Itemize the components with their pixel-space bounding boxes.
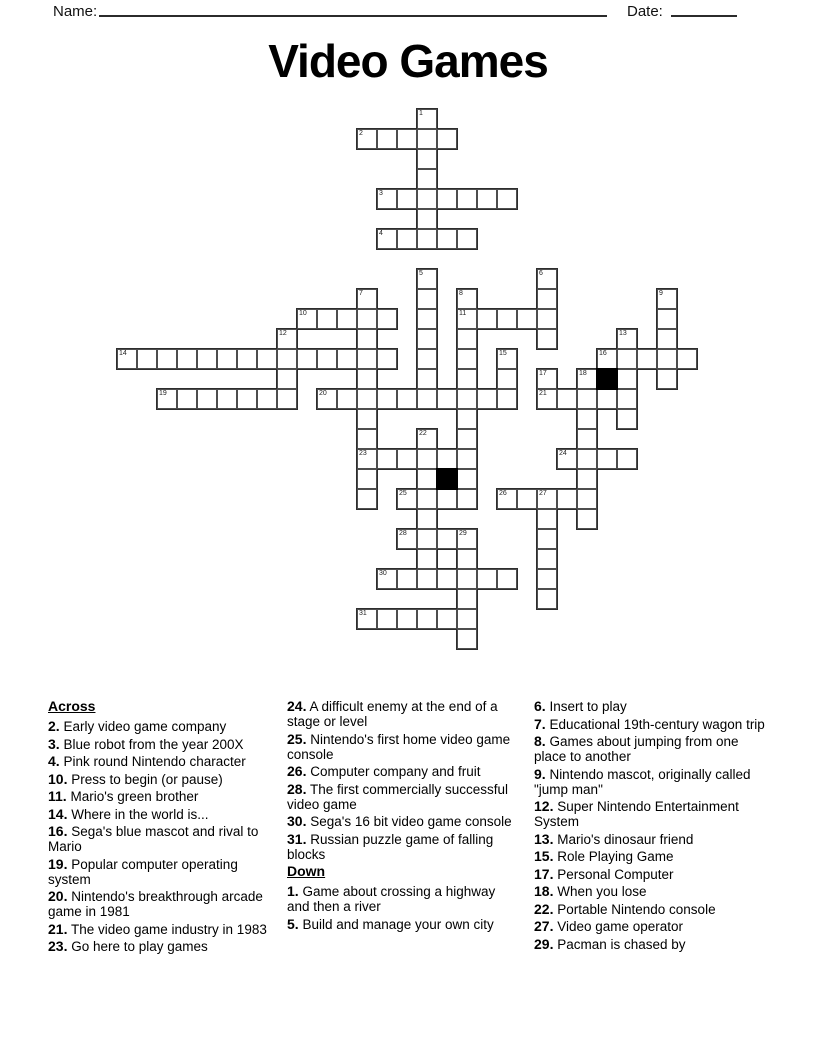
- clue-item-22: 22. Portable Nintendo console: [534, 900, 716, 917]
- grid-cell[interactable]: [437, 129, 457, 149]
- grid-cell[interactable]: [277, 349, 297, 369]
- grid-cell[interactable]: [177, 389, 197, 409]
- grid-cell[interactable]: [397, 229, 417, 249]
- clue-number: 25.: [287, 730, 307, 747]
- grid-cell[interactable]: [577, 469, 597, 489]
- cell-number: 16: [599, 350, 607, 357]
- date-label: Date:: [627, 3, 663, 20]
- grid-cell[interactable]: [257, 389, 277, 409]
- clue-number: 4.: [48, 753, 60, 769]
- grid-cell[interactable]: [357, 429, 377, 449]
- grid-cell[interactable]: [357, 289, 377, 309]
- grid-cell[interactable]: [357, 309, 377, 329]
- clue-number: 18.: [534, 883, 554, 899]
- grid-cell[interactable]: [537, 589, 557, 609]
- grid-cell[interactable]: [517, 309, 537, 329]
- clue-item-14: 14. Where in the world is...: [48, 805, 209, 822]
- cell-number: 10: [299, 310, 307, 317]
- grid-cell[interactable]: [417, 469, 437, 489]
- clue-number: 31.: [287, 830, 307, 847]
- grid-cell[interactable]: [357, 449, 377, 469]
- grid-cell[interactable]: [437, 389, 457, 409]
- clue-number: 5.: [287, 915, 299, 932]
- grid-cell[interactable]: [437, 609, 457, 629]
- clue-item-11: 11. Mario's green brother: [48, 788, 199, 804]
- grid-cell[interactable]: [417, 389, 437, 409]
- grid-cell[interactable]: [357, 349, 377, 369]
- grid-cell[interactable]: [617, 369, 637, 389]
- grid-cell[interactable]: [357, 409, 377, 429]
- grid-cell[interactable]: [617, 449, 637, 469]
- clue-number: 22.: [534, 900, 554, 917]
- puzzle-title: Video Games: [268, 35, 548, 87]
- clue-number: 27.: [534, 918, 554, 934]
- cell-number: 27: [539, 490, 547, 497]
- grid-cell[interactable]: [397, 489, 417, 509]
- grid-cell[interactable]: [497, 189, 517, 209]
- grid-cell[interactable]: [417, 349, 437, 369]
- grid-cell[interactable]: [577, 429, 597, 449]
- grid-cell[interactable]: [277, 329, 297, 349]
- grid-cell[interactable]: [537, 329, 557, 349]
- clue-item-12: 12. Super Nintendo Entertainment System: [534, 798, 739, 829]
- grid-cell[interactable]: [617, 329, 637, 349]
- grid-cell[interactable]: [357, 489, 377, 509]
- black-cell: [596, 368, 618, 390]
- grid-cell[interactable]: [397, 609, 417, 629]
- clue-item-30: 30. Sega's 16 bit video game console: [287, 813, 512, 829]
- grid-cell[interactable]: [257, 349, 277, 369]
- clue-number: 16.: [48, 823, 68, 839]
- cell-number: 15: [499, 350, 507, 357]
- grid-cell[interactable]: [437, 189, 457, 209]
- grid-cell[interactable]: [657, 329, 677, 349]
- clue-item-6: 6. Insert to play: [534, 698, 627, 714]
- clue-item-17: 17. Personal Computer: [534, 865, 674, 882]
- grid-cell[interactable]: [157, 389, 177, 409]
- clue-item-10: 10. Press to begin (or pause): [48, 770, 223, 787]
- clue-item-13: 13. Mario's dinosaur friend: [534, 830, 694, 847]
- grid-cell[interactable]: [457, 489, 477, 509]
- clue-item-21: 21. The video game industry in 1983: [48, 920, 267, 937]
- grid-cell[interactable]: [417, 529, 437, 549]
- grid-cell[interactable]: [417, 269, 437, 289]
- grid-cell[interactable]: [417, 569, 437, 589]
- grid-cell[interactable]: [377, 569, 397, 589]
- clue-item-9: 9. Nintendo mascot, originally called "jump man": [534, 765, 751, 797]
- grid-cell[interactable]: [457, 329, 477, 349]
- cell-number: 2: [359, 130, 363, 137]
- grid-cell[interactable]: [417, 109, 437, 129]
- grid-cell[interactable]: [537, 489, 557, 509]
- grid-cell[interactable]: [397, 569, 417, 589]
- cell-number: 25: [399, 490, 407, 497]
- grid-cell[interactable]: [217, 349, 237, 369]
- grid-cell[interactable]: [457, 569, 477, 589]
- grid-cell[interactable]: [157, 349, 177, 369]
- cell-number: 26: [499, 490, 507, 497]
- grid-cell[interactable]: [197, 389, 217, 409]
- grid-cell[interactable]: [357, 369, 377, 389]
- clue-number: 26.: [287, 763, 307, 779]
- clue-number: 8.: [534, 733, 546, 749]
- clue-number: 24.: [287, 698, 307, 714]
- clue-item-4: 4. Pink round Nintendo character: [48, 753, 246, 769]
- grid-cell[interactable]: [457, 469, 477, 489]
- grid-cell[interactable]: [357, 129, 377, 149]
- grid-cell[interactable]: [317, 309, 337, 329]
- grid-cell[interactable]: [657, 369, 677, 389]
- cell-number: 1: [419, 110, 423, 117]
- cell-number: 31: [359, 610, 367, 617]
- grid-cell[interactable]: [437, 529, 457, 549]
- clue-column-across: [48, 699, 276, 957]
- grid-cell[interactable]: [457, 529, 477, 549]
- grid-cell[interactable]: [417, 369, 437, 389]
- grid-cell[interactable]: [577, 509, 597, 529]
- clue-number: 10.: [48, 770, 68, 787]
- clue-item-16: 16. Sega's blue mascot and rival to Mario: [48, 823, 259, 854]
- grid-cell[interactable]: [377, 189, 397, 209]
- grid-cell[interactable]: [577, 409, 597, 429]
- grid-cell[interactable]: [597, 449, 617, 469]
- grid-cell[interactable]: [237, 349, 257, 369]
- cell-number: 19: [159, 390, 167, 397]
- grid-cell[interactable]: [597, 389, 617, 409]
- grid-cell[interactable]: [457, 389, 477, 409]
- clue-item-29: 29. Pacman is chased by: [534, 935, 686, 952]
- cell-number: 12: [279, 330, 287, 337]
- grid-cell[interactable]: [197, 349, 217, 369]
- grid-cell[interactable]: [297, 309, 317, 329]
- grid-cell[interactable]: [137, 349, 157, 369]
- grid-cell[interactable]: [417, 309, 437, 329]
- grid-cell[interactable]: [537, 389, 557, 409]
- clue-section-heading: Down: [287, 863, 326, 879]
- clue-item-18: 18. When you lose: [534, 883, 647, 899]
- grid-cell[interactable]: [377, 609, 397, 629]
- grid-cell[interactable]: [377, 449, 397, 469]
- grid-cell[interactable]: [617, 389, 637, 409]
- clue-number: 7.: [534, 715, 546, 732]
- grid-cell[interactable]: [457, 549, 477, 569]
- grid-cell[interactable]: [397, 189, 417, 209]
- clue-number: 9.: [534, 765, 546, 782]
- grid-cell[interactable]: [417, 289, 437, 309]
- grid-cell[interactable]: [557, 389, 577, 409]
- grid-cell[interactable]: [397, 389, 417, 409]
- grid-cell[interactable]: [337, 309, 357, 329]
- clue-number: 21.: [48, 920, 68, 937]
- grid-cell[interactable]: [597, 349, 617, 369]
- clue-item-25: 25. Nintendo's first home video game console: [287, 730, 511, 762]
- grid-cell[interactable]: [357, 609, 377, 629]
- cell-number: 11: [459, 310, 467, 317]
- grid-cell[interactable]: [277, 389, 297, 409]
- grid-cell[interactable]: [437, 449, 457, 469]
- grid-cell[interactable]: [557, 449, 577, 469]
- clue-number: 1.: [287, 883, 299, 899]
- grid-cell[interactable]: [417, 489, 437, 509]
- grid-cell[interactable]: [377, 129, 397, 149]
- clue-number: 2.: [48, 718, 60, 734]
- grid-cell[interactable]: [417, 149, 437, 169]
- clue-item-23: 23. Go here to play games: [48, 938, 208, 954]
- grid-cell[interactable]: [517, 489, 537, 509]
- grid-cell[interactable]: [417, 549, 437, 569]
- clue-number: 6.: [534, 698, 546, 714]
- grid-cell[interactable]: [357, 329, 377, 349]
- clue-item-2: 2. Early video game company: [48, 718, 227, 734]
- cell-number: 30: [379, 570, 387, 577]
- grid-cell[interactable]: [497, 389, 517, 409]
- grid-cell[interactable]: [537, 529, 557, 549]
- clue-item-31: 31. Russian puzzle game of falling blocks: [287, 830, 494, 862]
- grid-cell[interactable]: [477, 569, 497, 589]
- grid-cell[interactable]: [397, 449, 417, 469]
- clue-number: 17.: [534, 865, 554, 882]
- cell-number: 4: [379, 230, 383, 237]
- cell-number: 3: [379, 190, 383, 197]
- date-fill-line[interactable]: [671, 15, 737, 17]
- cell-number: 13: [619, 330, 627, 337]
- grid-cell[interactable]: [537, 369, 557, 389]
- crossword-grid: [117, 109, 699, 651]
- grid-cell[interactable]: [457, 289, 477, 309]
- grid-cell[interactable]: [537, 309, 557, 329]
- grid-cell[interactable]: [537, 269, 557, 289]
- grid-cell[interactable]: [497, 489, 517, 509]
- clue-number: 14.: [48, 805, 68, 822]
- cell-number: 21: [539, 390, 547, 397]
- clue-number: 3.: [48, 735, 60, 752]
- cell-number: 6: [539, 270, 543, 277]
- grid-cell[interactable]: [617, 409, 637, 429]
- grid-cell[interactable]: [537, 509, 557, 529]
- clue-number: 28.: [287, 780, 307, 797]
- grid-cell[interactable]: [457, 609, 477, 629]
- grid-cell[interactable]: [557, 489, 577, 509]
- grid-cell[interactable]: [457, 349, 477, 369]
- grid-cell[interactable]: [577, 449, 597, 469]
- grid-cell[interactable]: [437, 229, 457, 249]
- cell-number: 7: [359, 290, 363, 297]
- grid-cell[interactable]: [457, 309, 477, 329]
- grid-cell[interactable]: [457, 189, 477, 209]
- clue-item-19: 19. Popular computer operating system: [48, 855, 238, 887]
- cell-number: 29: [459, 530, 467, 537]
- grid-cell[interactable]: [417, 129, 437, 149]
- grid-cell[interactable]: [577, 389, 597, 409]
- name-fill-line[interactable]: [99, 15, 607, 17]
- grid-cell[interactable]: [657, 349, 677, 369]
- cell-number: 22: [419, 430, 427, 437]
- clue-item-5: 5. Build and manage your own city: [287, 915, 494, 932]
- grid-cell[interactable]: [437, 489, 457, 509]
- grid-cell[interactable]: [237, 389, 257, 409]
- grid-cell[interactable]: [457, 229, 477, 249]
- cell-number: 23: [359, 450, 367, 457]
- clue-item-3: 3. Blue robot from the year 200X: [48, 735, 244, 752]
- grid-cell[interactable]: [417, 429, 437, 449]
- clue-number: 23.: [48, 938, 68, 954]
- grid-cell[interactable]: [417, 209, 437, 229]
- grid-cell[interactable]: [377, 349, 397, 369]
- grid-cell[interactable]: [377, 309, 397, 329]
- grid-cell[interactable]: [437, 569, 457, 589]
- clue-number: 12.: [534, 798, 554, 814]
- clue-column-middle: [287, 699, 517, 934]
- clue-section-heading: Across: [48, 698, 96, 714]
- grid-cell[interactable]: [457, 369, 477, 389]
- grid-cell[interactable]: [537, 549, 557, 569]
- grid-cell[interactable]: [497, 309, 517, 329]
- grid-cell[interactable]: [577, 369, 597, 389]
- grid-cell[interactable]: [657, 289, 677, 309]
- grid-cell[interactable]: [537, 289, 557, 309]
- grid-cell[interactable]: [117, 349, 137, 369]
- clue-number: 13.: [534, 830, 554, 847]
- grid-cell[interactable]: [317, 389, 337, 409]
- cell-number: 8: [459, 290, 463, 297]
- cell-number: 20: [319, 390, 327, 397]
- cell-number: 17: [539, 370, 547, 377]
- cell-number: 9: [659, 290, 663, 297]
- grid-cell[interactable]: [417, 189, 437, 209]
- grid-cell[interactable]: [457, 409, 477, 429]
- clue-item-15: 15. Role Playing Game: [534, 848, 674, 864]
- grid-cell[interactable]: [577, 489, 597, 509]
- black-cell: [436, 468, 458, 490]
- grid-cell[interactable]: [477, 309, 497, 329]
- grid-cell[interactable]: [217, 389, 237, 409]
- grid-cell[interactable]: [397, 129, 417, 149]
- grid-cell[interactable]: [277, 369, 297, 389]
- clue-item-7: 7. Educational 19th-century wagon trip: [534, 715, 765, 732]
- cell-number: 28: [399, 530, 407, 537]
- grid-cell[interactable]: [457, 629, 477, 649]
- clue-item-27: 27. Video game operator: [534, 918, 684, 934]
- grid-cell[interactable]: [657, 309, 677, 329]
- grid-cell[interactable]: [297, 349, 317, 369]
- grid-cell[interactable]: [397, 529, 417, 549]
- grid-cell[interactable]: [477, 389, 497, 409]
- grid-cell[interactable]: [357, 469, 377, 489]
- grid-cell[interactable]: [457, 589, 477, 609]
- cell-number: 5: [419, 270, 423, 277]
- grid-cell[interactable]: [637, 349, 657, 369]
- grid-cell[interactable]: [357, 389, 377, 409]
- grid-cell[interactable]: [417, 509, 437, 529]
- clue-number: 20.: [48, 888, 68, 904]
- grid-cell[interactable]: [537, 569, 557, 589]
- grid-cell[interactable]: [417, 449, 437, 469]
- cell-number: 14: [119, 350, 127, 357]
- grid-cell[interactable]: [457, 449, 477, 469]
- clue-number: 19.: [48, 855, 68, 872]
- clue-column-down: [534, 699, 769, 954]
- clue-item-1: 1. Game about crossing a highway and then a river: [287, 883, 496, 914]
- grid-cell[interactable]: [497, 569, 517, 589]
- grid-cell[interactable]: [477, 189, 497, 209]
- grid-cell[interactable]: [377, 389, 397, 409]
- grid-cell[interactable]: [457, 429, 477, 449]
- clue-number: 30.: [287, 813, 307, 829]
- grid-cell[interactable]: [677, 349, 697, 369]
- grid-cell[interactable]: [337, 349, 357, 369]
- grid-cell[interactable]: [417, 229, 437, 249]
- clue-item-28: 28. The first commercially successful video game: [287, 780, 509, 812]
- grid-cell[interactable]: [497, 369, 517, 389]
- clue-number: 11.: [48, 788, 67, 804]
- grid-cell[interactable]: [497, 349, 517, 369]
- grid-cell[interactable]: [417, 609, 437, 629]
- name-label: Name:: [53, 3, 98, 20]
- grid-cell[interactable]: [377, 229, 397, 249]
- clue-item-20: 20. Nintendo's breakthrough arcade game in 1981: [48, 888, 263, 919]
- grid-cell[interactable]: [417, 329, 437, 349]
- cell-number: 18: [579, 370, 587, 377]
- clue-number: 15.: [534, 848, 554, 864]
- clue-item-24: 24. A difficult enemy at the end of a stage or level: [287, 698, 498, 729]
- grid-cell[interactable]: [617, 349, 637, 369]
- grid-cell[interactable]: [177, 349, 197, 369]
- grid-cell[interactable]: [417, 169, 437, 189]
- clue-item-26: 26. Computer company and fruit: [287, 763, 481, 779]
- cell-number: 24: [559, 450, 567, 457]
- clue-number: 29.: [534, 935, 554, 952]
- grid-cell[interactable]: [337, 389, 357, 409]
- grid-cell[interactable]: [317, 349, 337, 369]
- clue-item-8: 8. Games about jumping from one place to another: [534, 733, 739, 764]
